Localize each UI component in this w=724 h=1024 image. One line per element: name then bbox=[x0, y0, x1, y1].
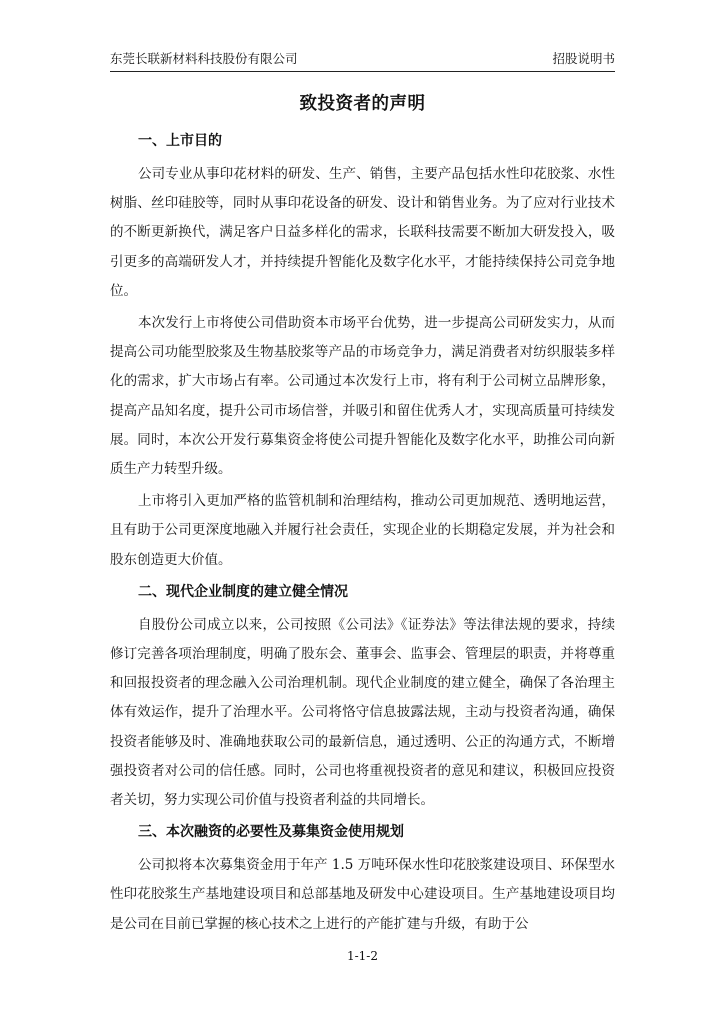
header-company-name: 东莞长联新材料科技股份有限公司 bbox=[110, 51, 298, 66]
document-body bbox=[110, 124, 615, 942]
section-heading-corporate-system: 二、现代企业制度的建立健全情况 bbox=[138, 583, 348, 600]
paragraph: 自股份公司成立以来，公司按照《公司法》《证券法》等法律法规的要求，持续修订完善各项治理制度，明确了股东会、董事会、监事会、管理层的职责，并将尊重和回报投资者的理念融入公司治理机制。现代企业制度的建立健全，确保了各治理主体有效运作，提升了治理水平。公司将恪守信息披露法规，主动与投资者沟通，确保投资者能够及时、准确地获取公司的最新信息，通过透明、公正的沟通方式，不断增强投资者对公司的信任感。同时，公司也将重视投资者的意见和建议，积极回应投资者关切，努力实现公司价值与投资者利益的共同增长。 bbox=[110, 616, 615, 809]
paragraph: 本次发行上市将使公司借助资本市场平台优势，进一步提高公司研发实力，从而提高公司功能型胶浆及生物基胶浆等产品的市场竞争力，满足消费者对纺织服装多样化的需求，扩大市场占有率。公司通过本次发行上市，将有利于公司树立品牌形象，提高产品知名度，提升公司市场信誉，并吸引和留住优秀人才，实现高质量可持续发展。同时，本次公开发行募集资金将使公司提升智能化及数字化水平，助推公司向新质生产力转型升级。 bbox=[110, 315, 615, 478]
page-number: 1-1-2 bbox=[346, 949, 378, 963]
page-title: 致投资者的声明 bbox=[299, 94, 426, 114]
paragraph: 上市将引入更加严格的监管机制和治理结构，推动公司更加规范、透明地运营，且有助于公司更深度地融入并履行社会责任，实现企业的长期稳定发展，并为社会和股东创造更大价值。 bbox=[110, 493, 615, 568]
paragraph: 公司拟将本次募集资金用于年产 1.5 万吨环保水性印花胶浆建设项目、环保型水性印花胶浆生产基地建设项目和总部基地及研发中心建设项目。生产基地建设项目均是公司在目前已掌握的核心技术之上进行的产能扩建与升级，有助于公 bbox=[110, 857, 615, 932]
header-document-type: 招股说明书 bbox=[552, 51, 615, 66]
paragraph: 公司专业从事印花材料的研发、生产、销售，主要产品包括水性印花胶浆、水性树脂、丝印硅胶等，同时从事印花设备的研发、设计和销售业务。为了应对行业技术的不断更新换代，满足客户日益多样化的需求，长联科技需要不断加大研发投入，吸引更多的高端研发人才，并持续提升智能化及数字化水平，才能持续保持公司竞争地位。 bbox=[110, 166, 615, 299]
running-header bbox=[110, 51, 615, 72]
section-heading-financing-plan: 三、本次融资的必要性及募集资金使用规划 bbox=[138, 824, 404, 841]
section-heading-listing-purpose: 一、上市目的 bbox=[138, 133, 222, 149]
